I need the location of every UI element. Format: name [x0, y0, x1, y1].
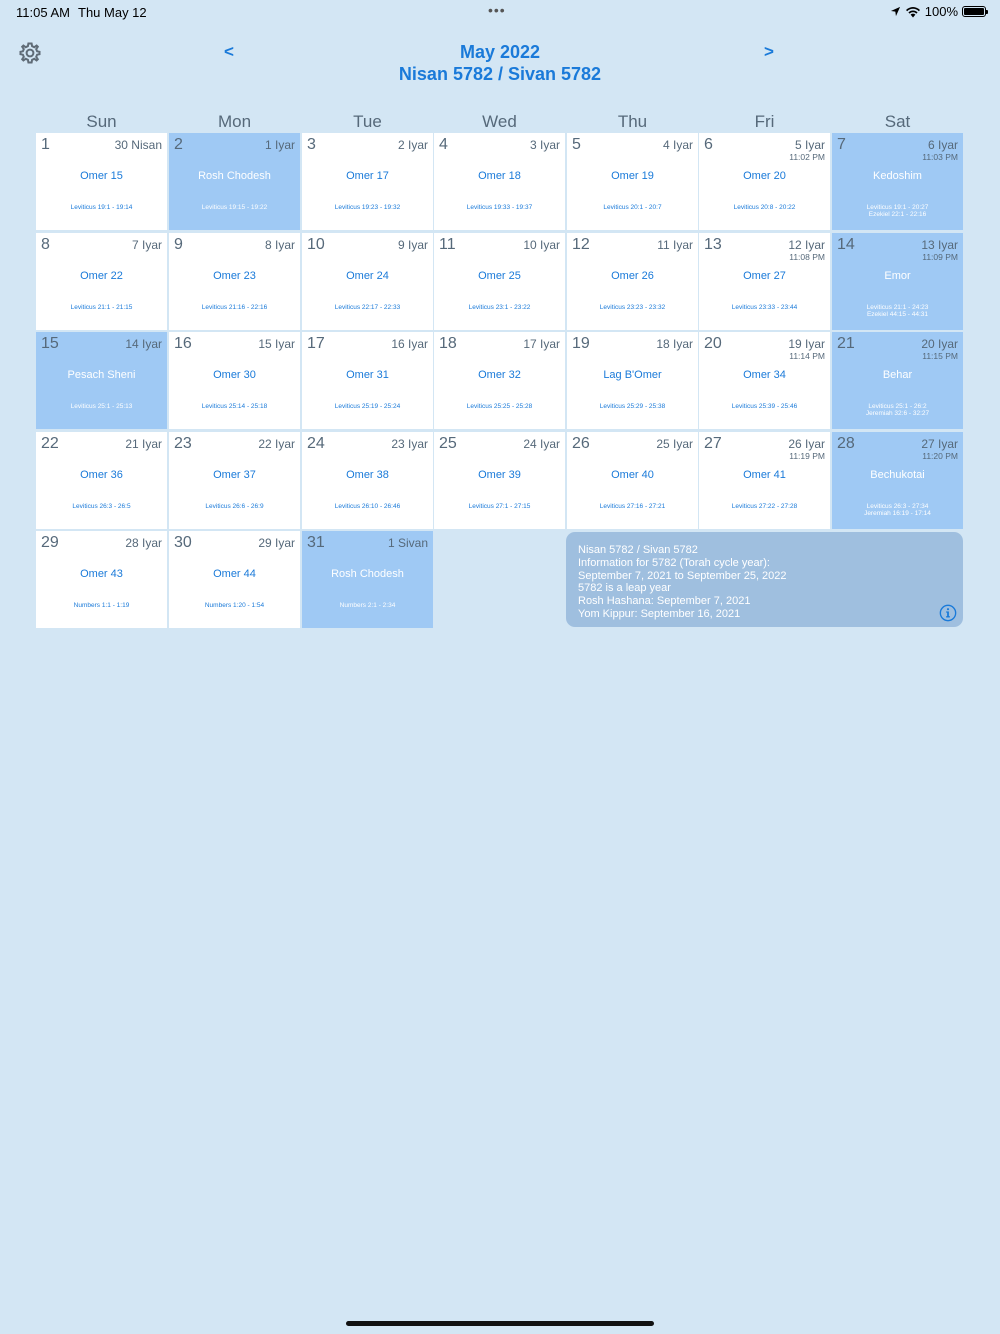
weekday-wed: Wed: [482, 112, 517, 131]
home-indicator[interactable]: [346, 1321, 654, 1326]
day-event: Omer 26: [611, 270, 654, 282]
hebrew-date: 7 Iyar: [131, 238, 162, 252]
day-event: Pesach Sheni: [67, 369, 136, 381]
torah-reading: Leviticus 21:16 - 22:16: [201, 304, 268, 311]
battery-icon: [962, 6, 986, 17]
hebrew-date: 3 Iyar: [529, 138, 560, 152]
day-number: 12: [572, 236, 590, 253]
hebrew-date: 23 Iyar: [391, 437, 428, 451]
haftarah-reading: Jeremiah 32:6 - 32:27: [865, 410, 930, 417]
hebrew-month-title: Nisan 5782 / Sivan 5782: [398, 64, 602, 84]
torah-reading: Leviticus 19:33 - 19:37: [466, 204, 533, 211]
day-event: Omer 32: [478, 369, 521, 381]
hebrew-date: 1 Sivan: [387, 536, 428, 550]
day-event: Omer 23: [213, 270, 256, 282]
candle-lighting-time: 11:14 PM: [789, 351, 825, 361]
day-cell-18[interactable]: [434, 332, 565, 429]
status-date: Thu May 12: [78, 5, 147, 20]
candle-lighting-time: 11:03 PM: [922, 152, 958, 162]
day-cell-19[interactable]: [567, 332, 698, 429]
day-number: 30: [174, 534, 192, 551]
weekday-thu: Thu: [617, 112, 648, 131]
hebrew-date: 17 Iyar: [523, 337, 560, 351]
candle-lighting-time: 11:15 PM: [922, 351, 958, 361]
hebrew-date: 13 Iyar: [921, 238, 958, 252]
day-number: 22: [41, 435, 59, 452]
weekday-sun: Sun: [86, 112, 117, 131]
candle-lighting-time: 11:02 PM: [789, 152, 825, 162]
torah-reading: Leviticus 27:22 - 27:28: [731, 503, 798, 510]
hebrew-date: 28 Iyar: [125, 536, 162, 550]
day-cell-24[interactable]: [302, 432, 433, 529]
day-event: Emor: [884, 270, 911, 282]
torah-reading: Leviticus 26:3 - 26:5: [72, 503, 131, 510]
hebrew-date: 30 Nisan: [114, 138, 162, 152]
torah-reading: Leviticus 26:10 - 26:46: [334, 503, 401, 510]
torah-reading: Leviticus 25:39 - 25:46: [731, 403, 798, 410]
torah-reading: Numbers 2:1 - 2:34: [339, 602, 396, 609]
info-line-range: September 7, 2021 to September 25, 2022: [578, 569, 787, 582]
day-event: Omer 38: [346, 469, 389, 481]
torah-reading: Leviticus 27:1 - 27:15: [468, 503, 531, 510]
day-cell-1[interactable]: [36, 133, 167, 230]
torah-reading: Leviticus 23:1 - 23:22: [468, 304, 531, 311]
day-number: 26: [572, 435, 590, 452]
day-cell-28[interactable]: [832, 432, 963, 529]
previous-month-button[interactable]: <: [224, 42, 234, 61]
torah-reading: Leviticus 26:3 - 27:34: [866, 503, 929, 510]
hebrew-date: 6 Iyar: [927, 138, 958, 152]
day-event: Omer 18: [478, 170, 521, 182]
day-cell-4[interactable]: [434, 133, 565, 230]
day-cell-30[interactable]: [169, 531, 300, 628]
day-number: 16: [174, 335, 192, 352]
day-number: 21: [837, 335, 855, 352]
day-cell-12[interactable]: [567, 233, 698, 330]
hebrew-date: 18 Iyar: [656, 337, 693, 351]
battery-percent: 100%: [924, 4, 958, 19]
day-event: Omer 27: [743, 270, 786, 282]
day-cell-10[interactable]: [302, 233, 433, 330]
day-number: 7: [837, 136, 846, 153]
day-cell-17[interactable]: [302, 332, 433, 429]
torah-reading: Leviticus 23:23 - 23:32: [599, 304, 666, 311]
hebrew-date: 15 Iyar: [258, 337, 295, 351]
candle-lighting-time: 11:19 PM: [789, 451, 825, 461]
candle-lighting-time: 11:20 PM: [922, 451, 958, 461]
day-number: 29: [41, 534, 59, 551]
torah-reading: Leviticus 19:1 - 20:27: [866, 204, 929, 211]
next-month-button[interactable]: >: [764, 42, 774, 61]
day-event: Omer 15: [80, 170, 123, 182]
torah-reading: Leviticus 25:29 - 25:38: [599, 403, 666, 410]
day-event: Omer 20: [743, 170, 786, 182]
status-bar: [0, 0, 1000, 24]
day-cell-25[interactable]: [434, 432, 565, 529]
day-event: Lag B'Omer: [603, 369, 662, 381]
torah-reading: Leviticus 19:15 - 19:22: [201, 204, 268, 211]
day-event: Omer 19: [611, 170, 654, 182]
weekday-fri: Fri: [754, 112, 775, 131]
day-cell-9[interactable]: [169, 233, 300, 330]
hebrew-date: 10 Iyar: [523, 238, 560, 252]
day-number: 27: [704, 435, 722, 452]
torah-reading: Leviticus 22:17 - 22:33: [334, 304, 401, 311]
day-event: Omer 37: [213, 469, 256, 481]
haftarah-reading: Jeremiah 16:19 - 17:14: [864, 510, 931, 517]
hebrew-date: 12 Iyar: [788, 238, 825, 252]
location-arrow-icon: [890, 6, 901, 17]
torah-reading: Leviticus 27:16 - 27:21: [599, 503, 666, 510]
day-event: Omer 43: [80, 568, 123, 580]
torah-reading: Leviticus 26:6 - 26:9: [205, 503, 264, 510]
day-event: Omer 25: [478, 270, 521, 282]
hebrew-date: 14 Iyar: [125, 337, 162, 351]
day-cell-8[interactable]: [36, 233, 167, 330]
day-event: Omer 30: [213, 369, 256, 381]
hebrew-date: 24 Iyar: [523, 437, 560, 451]
month-title: May 2022: [459, 42, 541, 62]
hebrew-date: 11 Iyar: [657, 238, 693, 252]
hebrew-date: 25 Iyar: [656, 437, 693, 451]
torah-reading: Leviticus 21:1 - 24:23: [866, 304, 929, 311]
haftarah-reading: Ezekiel 44:15 - 44:31: [866, 311, 929, 318]
day-cell-29[interactable]: [36, 531, 167, 628]
weekday-mon: Mon: [217, 112, 252, 131]
torah-reading: Leviticus 25:1 - 25:13: [70, 403, 133, 410]
torah-reading: Leviticus 19:1 - 19:14: [70, 204, 133, 211]
day-number: 6: [704, 136, 713, 153]
day-number: 10: [307, 236, 325, 253]
torah-reading: Leviticus 23:33 - 23:44: [731, 304, 798, 311]
day-cell-5[interactable]: [567, 133, 698, 230]
day-number: 8: [41, 236, 50, 253]
torah-reading: Leviticus 19:23 - 19:32: [334, 204, 401, 211]
day-cell-15[interactable]: [36, 332, 167, 429]
day-cell-3[interactable]: [302, 133, 433, 230]
day-number: 14: [837, 236, 855, 253]
weekday-sat: Sat: [884, 112, 911, 131]
hebrew-date: 22 Iyar: [258, 437, 295, 451]
hebrew-date: 21 Iyar: [125, 437, 162, 451]
torah-reading: Leviticus 20:8 - 20:22: [733, 204, 796, 211]
hebrew-date: 16 Iyar: [391, 337, 428, 351]
day-cell-26[interactable]: [567, 432, 698, 529]
day-event: Behar: [882, 369, 913, 381]
day-event: Omer 44: [213, 568, 256, 580]
hebrew-date: 5 Iyar: [794, 138, 825, 152]
status-time: 11:05 AM: [16, 5, 70, 20]
day-event: Omer 17: [346, 170, 389, 182]
torah-reading: Leviticus 25:25 - 25:28: [466, 403, 533, 410]
day-event: Rosh Chodesh: [331, 568, 404, 580]
day-number: 20: [704, 335, 722, 352]
day-number: 1: [41, 136, 50, 153]
torah-reading: Leviticus 20:1 - 20:7: [603, 204, 662, 211]
day-cell-22[interactable]: [36, 432, 167, 529]
day-cell-31[interactable]: [302, 531, 433, 628]
info-line-cycle: Information for 5782 (Torah cycle year):: [578, 556, 770, 569]
day-number: 9: [174, 236, 183, 253]
day-number: 19: [572, 335, 590, 352]
day-number: 28: [837, 435, 855, 452]
day-cell-11[interactable]: [434, 233, 565, 330]
day-event: Omer 40: [611, 469, 654, 481]
torah-reading: Leviticus 25:19 - 25:24: [334, 403, 401, 410]
hebrew-date: 1 Iyar: [264, 138, 295, 152]
hebrew-date: 8 Iyar: [264, 238, 295, 252]
year-info-panel[interactable]: [566, 532, 963, 627]
torah-reading: Numbers 1:20 - 1:54: [204, 602, 265, 609]
day-event: Omer 36: [80, 469, 123, 481]
torah-reading: Leviticus 25:1 - 26:2: [868, 403, 927, 410]
info-icon[interactable]: [939, 604, 957, 622]
day-event: Omer 34: [743, 369, 786, 381]
day-cell-14[interactable]: [832, 233, 963, 330]
hebrew-date: 20 Iyar: [921, 337, 958, 351]
hebrew-date: 4 Iyar: [662, 138, 693, 152]
torah-reading: Leviticus 21:1 - 21:15: [70, 304, 133, 311]
day-number: 2: [174, 136, 183, 153]
day-cell-27[interactable]: [699, 432, 830, 529]
info-line-leap: 5782 is a leap year: [578, 582, 671, 595]
info-line-yom-kippur: Yom Kippur: September 16, 2021: [578, 607, 741, 620]
day-number: 11: [439, 236, 456, 253]
multitasking-dots-icon[interactable]: •••: [488, 2, 506, 18]
day-number: 17: [307, 335, 325, 352]
day-event: Rosh Chodesh: [198, 170, 271, 182]
day-cell-20[interactable]: [699, 332, 830, 429]
hebrew-date: 9 Iyar: [397, 238, 428, 252]
day-cell-2[interactable]: [169, 133, 300, 230]
status-indicators: [890, 4, 986, 19]
day-cell-16[interactable]: [169, 332, 300, 429]
day-event: Omer 22: [80, 270, 123, 282]
candle-lighting-time: 11:09 PM: [922, 252, 958, 262]
day-number: 15: [41, 335, 59, 352]
day-number: 25: [439, 435, 457, 452]
day-number: 18: [439, 335, 457, 352]
info-line-rosh-hashana: Rosh Hashana: September 7, 2021: [578, 595, 751, 608]
day-event: Omer 24: [346, 270, 389, 282]
day-number: 13: [704, 236, 722, 253]
day-cell-23[interactable]: [169, 432, 300, 529]
torah-reading: Leviticus 25:14 - 25:18: [201, 403, 268, 410]
day-event: Kedoshim: [873, 170, 922, 182]
day-event: Bechukotai: [870, 469, 925, 481]
candle-lighting-time: 11:08 PM: [789, 252, 825, 262]
day-cell-7[interactable]: [832, 133, 963, 230]
torah-reading: Numbers 1:1 - 1:19: [73, 602, 130, 609]
day-number: 4: [439, 136, 448, 153]
day-event: Omer 39: [478, 469, 521, 481]
day-number: 31: [307, 534, 325, 551]
day-cell-13[interactable]: [699, 233, 830, 330]
weekday-tue: Tue: [353, 112, 382, 131]
day-number: 24: [307, 435, 325, 452]
day-cell-6[interactable]: [699, 133, 830, 230]
hebrew-date: 27 Iyar: [921, 437, 958, 451]
hebrew-date: 2 Iyar: [397, 138, 428, 152]
hebrew-date: 19 Iyar: [788, 337, 825, 351]
day-event: Omer 41: [743, 469, 786, 481]
hebrew-date: 29 Iyar: [258, 536, 295, 550]
haftarah-reading: Ezekiel 22:1 - 22:16: [868, 211, 927, 218]
battery-level: [964, 8, 984, 15]
info-line-title: Nisan 5782 / Sivan 5782: [578, 544, 698, 556]
day-number: 23: [174, 435, 192, 452]
day-number: 3: [307, 136, 316, 153]
day-number: 5: [572, 136, 581, 153]
hebrew-date: 26 Iyar: [788, 437, 825, 451]
wifi-icon: [905, 6, 921, 18]
day-event: Omer 31: [346, 369, 389, 381]
day-cell-21[interactable]: [832, 332, 963, 429]
